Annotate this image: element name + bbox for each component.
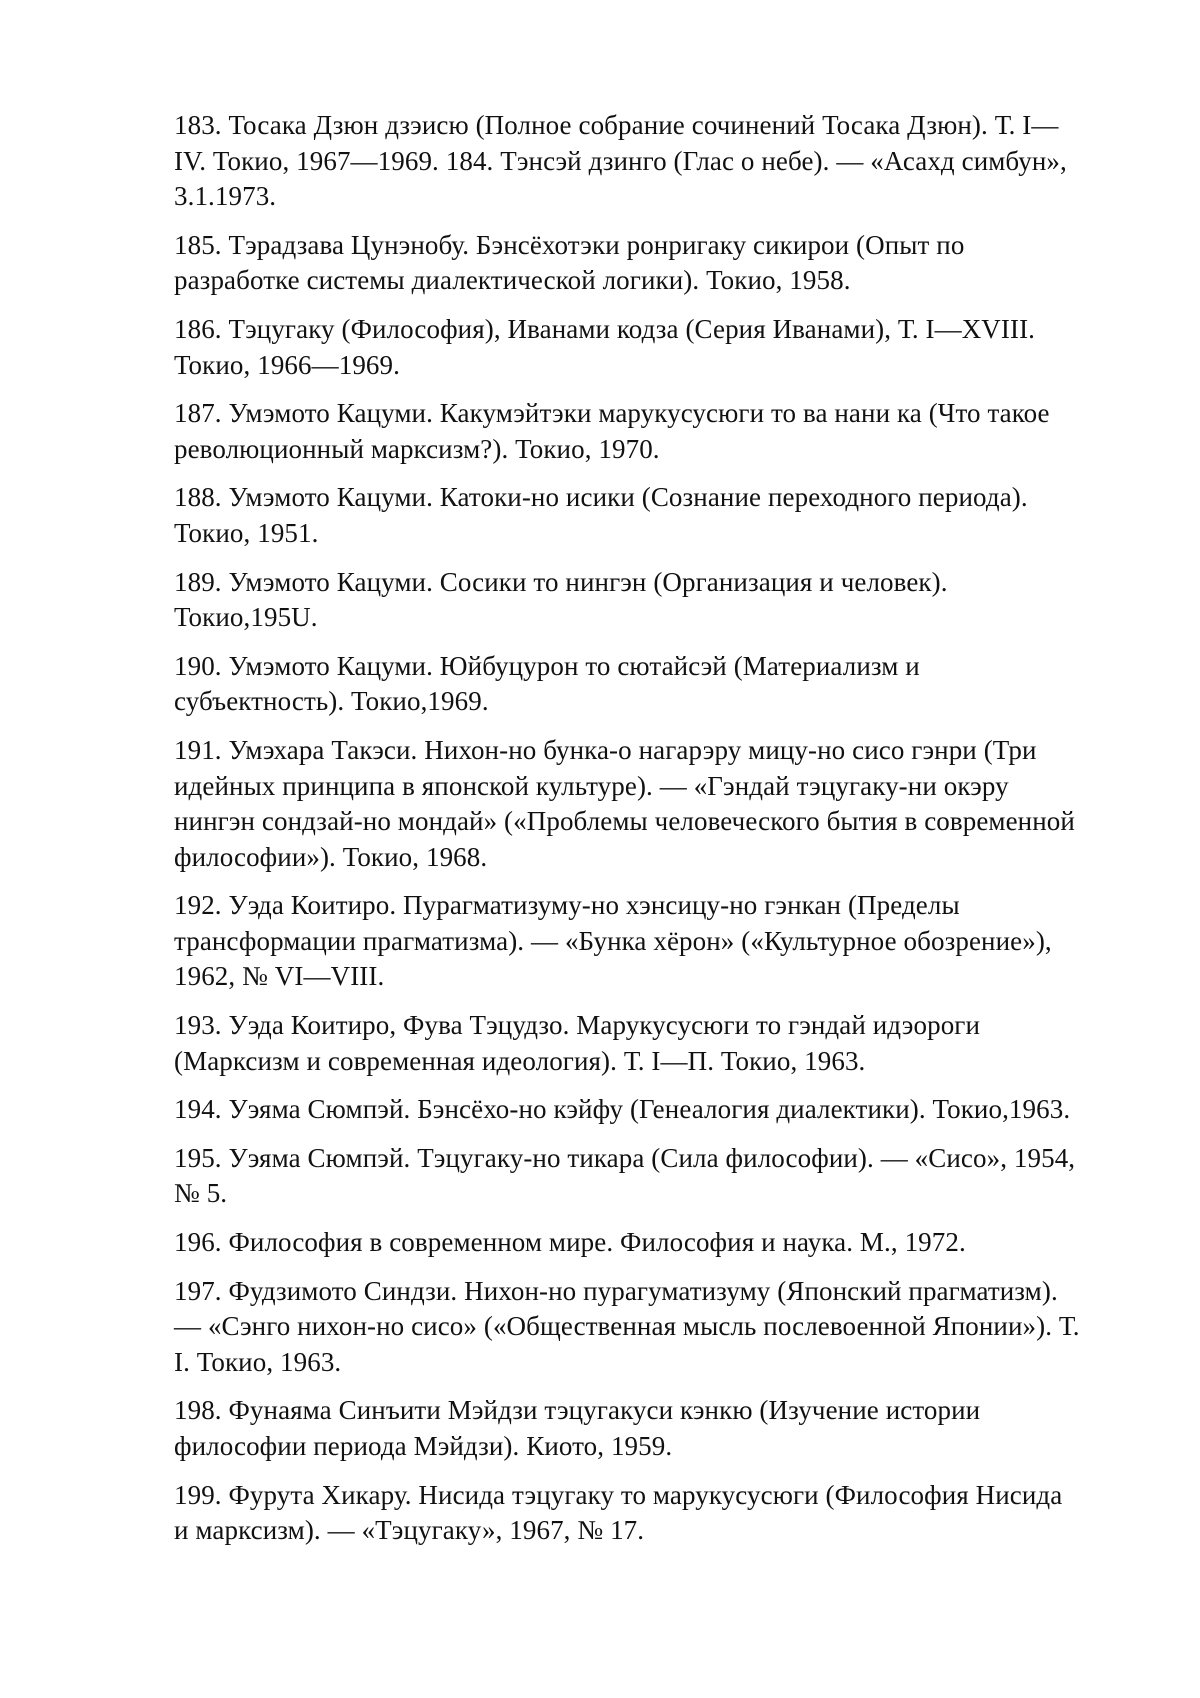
bibliography-entry-196: 196. Философия в современном мире. Философия и наука. М., 1972. (174, 1227, 966, 1258)
bibliography-entry-191: 191. Умэхара Такэси. Нихон-но бунка-о нагарэру мицу-но сисо гэнри (Три идейных принципа в японской культуре). — «Гэндай тэцугаку-ни окэру нингэн сондзай-но мондай» («Проблемы человеческого бытия в современной философии»). Токио, 1968. (174, 734, 1075, 872)
bibliography-entry-195: 195. Уэяма Сюмпэй. Тэцугаку-но тикара (Сила философии). — «Сисо», 1954, № 5. (174, 1142, 1076, 1209)
bibliography-entry-192: 192. Уэда Коитиро. Пурагматизуму-но хэнсицу-но гэнкан (Пределы трансформации прагматизма). — «Бунка хёрон» («Культурное обозрение»), 1962, № VI—VIII. (174, 890, 1052, 992)
bibliography-entry-190: 190. Умэмото Кацуми. Юйбуцурон то сютайсэй (Материализм и субъектность). Токио,1969. (174, 650, 920, 717)
bibliography-entry-197: 197. Фудзимото Синдзи. Нихон-но пурагуматизуму (Японский прагматизм). — «Сэнго нихон-но сисо» («Общественная мысль послевоенной Японии»). Т. I. Токио, 1963. (174, 1275, 1080, 1377)
bibliography-entry-193: 193. Уэда Коитиро, Фува Тэцудзо. Марукусусюги то гэндай идэороги (Марксизм и современная идеология). Т. I—П. Токио, 1963. (174, 1010, 981, 1076)
bibliography-entry-198: 198. Фунаяма Синъити Мэйдзи тэцугакуси кэнкю (Изучение истории философии периода Мэйдзи). Киото, 1959. (174, 1395, 981, 1461)
bibliography-entry-194: 194. Уэяма Сюмпэй. Бэнсёхо-но кэйфу (Генеалогия диалектики). Токио,1963. (174, 1094, 1071, 1125)
bibliography-entry-185: 185. Тэрадзава Цунэнобу. Бэнсёхотэки ронригаку сикирои (Опыт по разработке системы диалектической логики). Токио, 1958. (174, 229, 965, 296)
bibliography-entry-183: 183. Тосака Дзюн дзэисю (Полное собрание сочинений Тосака Дзюн). Т. I— IV. Токио, 1967—1969. 184. Тэнсэй дзинго (Глас о небе). — «Асахд симбун», 3.1.1973. (174, 110, 1067, 212)
bibliography-page (174, 108, 1124, 1562)
bibliography-entry-187: 187. Умэмото Кацуми. Какумэйтэки марукусусюги то ва нани ка (Что такое революционный марксизм?). Токио, 1970. (174, 398, 1050, 464)
bibliography-entry-199: 199. Фурута Хикару. Нисида тэцугаку то марукусусюги (Философия Нисида и марксизм). — «Тэцугаку», 1967, № 17. (174, 1479, 1063, 1546)
bibliography-entry-189: 189. Умэмото Кацуми. Сосики то нингэн (Организация и человек). Токио,195U. (174, 566, 948, 633)
bibliography-entry-188: 188. Умэмото Кацуми. Катоки-но исики (Сознание переходного периода). Токио, 1951. (174, 482, 1028, 548)
bibliography-entry-186: 186. Тэцугаку (Философия), Иванами кодза (Серия Иванами), Т. I—XVIII. Токио, 1966—1969. (174, 313, 1036, 380)
